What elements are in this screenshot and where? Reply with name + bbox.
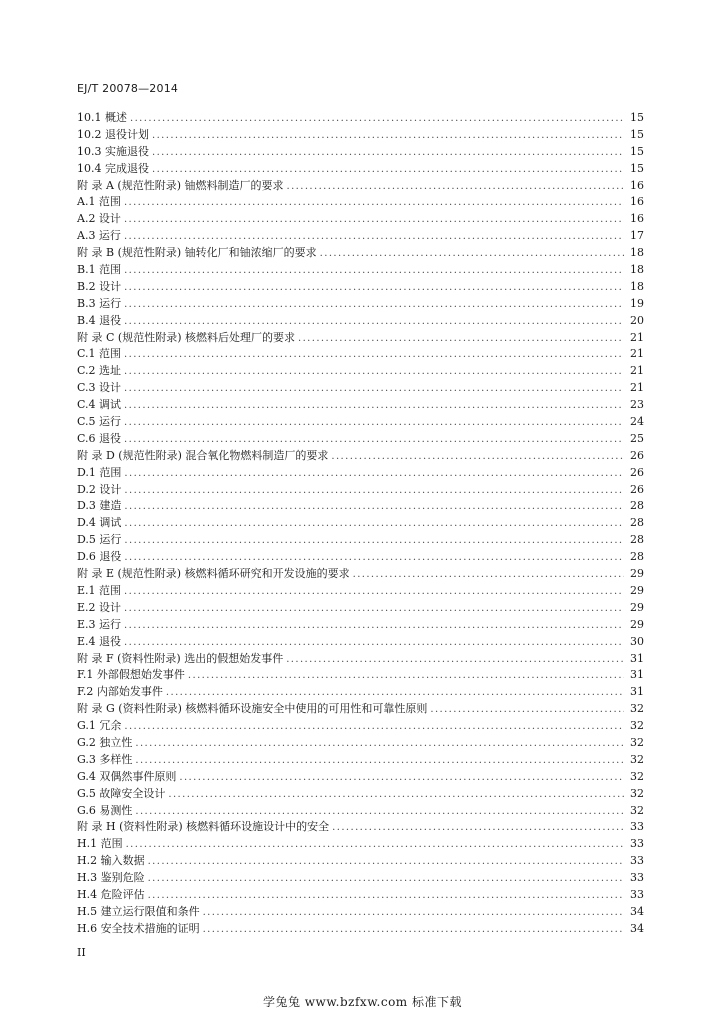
toc-leader-dots [124, 364, 624, 381]
toc-leader-dots [152, 128, 624, 145]
toc-entry[interactable] [77, 144, 644, 161]
toc-entry[interactable] [77, 178, 644, 195]
toc-entry[interactable] [77, 211, 644, 228]
toc-leader-dots [124, 584, 624, 601]
toc-leader-dots [124, 229, 624, 246]
toc-leader-dots [124, 280, 624, 297]
toc-entry-label: G.4 双偶然事件原则 [77, 769, 177, 783]
toc-leader-dots [168, 787, 624, 804]
toc-leader-dots [124, 550, 624, 567]
toc-entry[interactable] [77, 161, 644, 178]
toc-leader-dots [152, 145, 624, 162]
toc-entry-label: 附 录 E (规范性附录) 核燃料循环研究和开发设施的要求 [77, 567, 350, 581]
toc-entry-page: 34 [630, 921, 644, 935]
toc-entry-label: C.1 范围 [77, 347, 122, 361]
toc-entry-page: 24 [630, 415, 644, 429]
toc-entry-page: 19 [630, 296, 644, 310]
toc-entry[interactable] [77, 465, 644, 482]
toc-leader-dots [124, 212, 624, 229]
toc-entry-label: 10.2 退役计划 [77, 127, 149, 141]
toc-entry-page: 15 [630, 111, 644, 124]
toc-entry[interactable] [77, 380, 644, 397]
toc-entry-page: 18 [630, 279, 644, 293]
toc-leader-dots [124, 195, 624, 212]
toc-entry-label: 附 录 F (资料性附录) 选出的假想始发事件 [77, 651, 284, 665]
toc-leader-dots [124, 516, 624, 533]
toc-entry-label: C.3 设计 [77, 381, 122, 395]
toc-leader-dots [203, 905, 624, 922]
toc-entry[interactable] [77, 279, 644, 296]
toc-entry[interactable] [77, 617, 644, 634]
toc-entry-label: 附 录 G (资料性附录) 核燃料循环设施安全中使用的可用性和可靠性原则 [77, 702, 428, 716]
toc-entry-page: 31 [630, 651, 644, 665]
toc-entry-page: 17 [630, 229, 644, 243]
toc-entry-label: E.1 范围 [77, 583, 122, 597]
toc-leader-dots [124, 381, 624, 398]
toc-leader-dots [320, 246, 624, 263]
toc-entry-page: 26 [630, 448, 644, 462]
toc-entry[interactable] [77, 532, 644, 549]
toc-entry-label: E.2 设计 [77, 600, 122, 614]
toc-entry-page: 32 [630, 752, 644, 766]
toc-entry[interactable] [77, 803, 644, 820]
toc-entry-page: 21 [630, 330, 644, 344]
toc-entry[interactable] [77, 549, 644, 566]
toc-entry[interactable] [77, 786, 644, 803]
toc-entry[interactable] [77, 566, 644, 583]
toc-leader-dots [124, 263, 624, 280]
toc-leader-dots [124, 432, 624, 449]
table-of-contents [77, 110, 644, 938]
page-number: II [77, 946, 86, 959]
toc-entry[interactable] [77, 515, 644, 532]
toc-entry-label: H.6 安全技术措施的证明 [77, 921, 200, 935]
toc-entry[interactable] [77, 836, 644, 853]
toc-leader-dots [124, 415, 624, 432]
toc-entry-page: 16 [630, 195, 644, 209]
toc-leader-dots [430, 702, 624, 719]
toc-leader-dots [135, 736, 624, 753]
toc-entry-page: 15 [630, 161, 644, 175]
toc-leader-dots [124, 483, 624, 500]
toc-entry[interactable] [77, 346, 644, 363]
toc-entry-label: D.1 范围 [77, 465, 122, 479]
toc-entry-page: 33 [630, 871, 644, 885]
toc-entry-label: A.1 范围 [77, 195, 121, 209]
toc-leader-dots [148, 854, 624, 871]
toc-leader-dots [298, 331, 624, 348]
toc-leader-dots [124, 719, 624, 736]
toc-entry[interactable] [77, 600, 644, 617]
toc-entry[interactable] [77, 127, 644, 144]
toc-entry[interactable] [77, 330, 644, 347]
toc-leader-dots [135, 804, 624, 821]
toc-entry[interactable] [77, 701, 644, 718]
toc-entry[interactable] [77, 296, 644, 313]
toc-entry[interactable] [77, 651, 644, 668]
toc-leader-dots [179, 770, 624, 787]
toc-entry-page: 26 [630, 482, 644, 496]
toc-entry[interactable] [77, 245, 644, 262]
toc-entry-page: 33 [630, 820, 644, 834]
toc-entry-label: E.4 退役 [77, 634, 122, 648]
toc-entry[interactable] [77, 414, 644, 431]
toc-leader-dots [124, 618, 624, 635]
toc-entry-label: H.4 危险评估 [77, 887, 145, 901]
toc-entry-label: H.3 鉴别危险 [77, 871, 145, 885]
toc-leader-dots [287, 179, 624, 196]
toc-leader-dots [148, 871, 624, 888]
toc-entry-page: 20 [630, 313, 644, 327]
toc-entry-page: 18 [630, 263, 644, 277]
toc-entry-label: 附 录 B (规范性附录) 铀转化厂和铀浓缩厂的要求 [77, 246, 317, 260]
toc-entry-page: 28 [630, 499, 644, 513]
toc-entry-label: G.3 多样性 [77, 752, 133, 766]
toc-entry[interactable] [77, 870, 644, 887]
toc-entry-page: 32 [630, 702, 644, 716]
toc-entry[interactable] [77, 752, 644, 769]
toc-entry[interactable] [77, 735, 644, 752]
toc-entry[interactable] [77, 853, 644, 870]
toc-leader-dots [126, 837, 624, 854]
toc-entry[interactable] [77, 667, 644, 684]
toc-entry-page: 21 [630, 364, 644, 378]
toc-leader-dots [124, 533, 624, 550]
toc-entry-page: 28 [630, 550, 644, 564]
toc-entry-page: 28 [630, 533, 644, 547]
toc-entry-page: 32 [630, 803, 644, 817]
footer-watermark: 学兔兔 www.bzfxw.com 标准下载 [262, 995, 463, 1009]
toc-entry-label: C.6 退役 [77, 431, 122, 445]
toc-entry[interactable] [77, 921, 644, 938]
toc-entry-page: 31 [630, 685, 644, 699]
toc-entry-label: B.2 设计 [77, 279, 122, 293]
toc-entry-page: 21 [630, 381, 644, 395]
toc-entry-label: 10.4 完成退役 [77, 161, 149, 175]
toc-leader-dots [148, 888, 624, 905]
toc-entry-page: 16 [630, 212, 644, 226]
toc-entry-label: 附 录 H (资料性附录) 核燃料循环设施设计中的安全 [77, 820, 330, 834]
toc-entry-label: C.5 运行 [77, 415, 122, 429]
toc-entry[interactable] [77, 431, 644, 448]
toc-entry[interactable] [77, 194, 644, 211]
toc-entry-page: 32 [630, 719, 644, 733]
toc-entry-page: 34 [630, 904, 644, 918]
toc-entry-page: 33 [630, 837, 644, 851]
toc-entry-label: H.2 输入数据 [77, 854, 145, 868]
toc-leader-dots [203, 922, 624, 939]
toc-entry[interactable] [77, 769, 644, 786]
toc-leader-dots [124, 398, 624, 415]
toc-entry[interactable] [77, 718, 644, 735]
toc-entry[interactable] [77, 904, 644, 921]
toc-leader-dots [332, 820, 624, 837]
toc-entry[interactable] [77, 482, 644, 499]
toc-entry[interactable] [77, 583, 644, 600]
toc-entry-label: G.2 独立性 [77, 735, 133, 749]
toc-entry-label: 附 录 A (规范性附录) 铀燃料制造厂的要求 [77, 178, 284, 192]
toc-entry[interactable] [77, 363, 644, 380]
toc-leader-dots [124, 314, 624, 331]
toc-leader-dots [353, 567, 624, 584]
toc-entry-label: C.4 调试 [77, 398, 122, 412]
toc-entry[interactable] [77, 110, 644, 127]
toc-entry-page: 25 [630, 431, 644, 445]
toc-entry[interactable] [77, 819, 644, 836]
toc-entry[interactable] [77, 313, 644, 330]
toc-entry-page: 33 [630, 887, 644, 901]
toc-entry-label: B.1 范围 [77, 263, 122, 277]
toc-leader-dots [124, 499, 624, 516]
toc-entry-label: D.6 退役 [77, 550, 122, 564]
toc-entry-label: G.1 冗余 [77, 719, 122, 733]
toc-leader-dots [124, 297, 624, 314]
toc-entry-page: 32 [630, 735, 644, 749]
toc-entry-label: A.2 设计 [77, 212, 121, 226]
toc-entry[interactable] [77, 397, 644, 414]
toc-entry-page: 18 [630, 246, 644, 260]
toc-leader-dots [124, 635, 624, 652]
toc-entry-page: 23 [630, 398, 644, 412]
toc-entry[interactable] [77, 262, 644, 279]
toc-entry-label: G.6 易测性 [77, 803, 133, 817]
toc-entry-page: 29 [630, 583, 644, 597]
document-code: EJ/T 20078—2014 [77, 82, 179, 95]
toc-leader-dots [286, 652, 624, 669]
toc-entry-page: 33 [630, 854, 644, 868]
toc-entry-page: 28 [630, 516, 644, 530]
toc-entry-page: 32 [630, 769, 644, 783]
toc-leader-dots [152, 162, 624, 179]
toc-entry-label: 10.3 实施退役 [77, 144, 149, 158]
toc-entry-label: F.2 内部始发事件 [77, 685, 163, 699]
toc-entry[interactable] [77, 228, 644, 245]
toc-entry[interactable] [77, 887, 644, 904]
toc-entry-label: 附 录 C (规范性附录) 核燃料后处理厂的要求 [77, 330, 295, 344]
toc-entry-page: 31 [630, 668, 644, 682]
toc-leader-dots [124, 601, 624, 618]
toc-entry-label: 10.1 概述 [77, 111, 127, 124]
toc-entry-label: B.4 退役 [77, 313, 122, 327]
toc-entry-page: 29 [630, 567, 644, 581]
toc-entry-label: H.1 范围 [77, 837, 123, 851]
toc-entry-label: F.1 外部假想始发事件 [77, 668, 185, 682]
toc-entry[interactable] [77, 634, 644, 651]
toc-leader-dots [124, 466, 624, 483]
toc-leader-dots [135, 753, 624, 770]
toc-entry-page: 15 [630, 127, 644, 141]
toc-entry-page: 30 [630, 634, 644, 648]
toc-entry[interactable] [77, 448, 644, 465]
toc-entry-label: D.2 设计 [77, 482, 122, 496]
toc-entry-label: 附 录 D (规范性附录) 混合氧化物燃料制造厂的要求 [77, 448, 329, 462]
toc-leader-dots [166, 685, 624, 702]
toc-entry-label: E.3 运行 [77, 617, 122, 631]
toc-entry-label: D.5 运行 [77, 533, 122, 547]
toc-entry-page: 26 [630, 465, 644, 479]
toc-entry-label: B.3 运行 [77, 296, 122, 310]
toc-entry-label: A.3 运行 [77, 229, 121, 243]
toc-entry-label: G.5 故障安全设计 [77, 786, 166, 800]
toc-entry[interactable] [77, 684, 644, 701]
toc-entry-label: D.3 建造 [77, 499, 122, 513]
toc-entry-page: 29 [630, 600, 644, 614]
toc-entry-label: D.4 调试 [77, 516, 122, 530]
toc-entry-label: C.2 选址 [77, 364, 122, 378]
toc-entry-label: H.5 建立运行限值和条件 [77, 904, 200, 918]
toc-leader-dots [130, 111, 624, 128]
toc-entry-page: 16 [630, 178, 644, 192]
toc-entry-page: 21 [630, 347, 644, 361]
toc-entry-page: 32 [630, 786, 644, 800]
toc-entry[interactable] [77, 498, 644, 515]
toc-leader-dots [124, 347, 624, 364]
toc-leader-dots [188, 668, 624, 685]
toc-entry-page: 15 [630, 144, 644, 158]
toc-entry-page: 29 [630, 617, 644, 631]
toc-leader-dots [331, 449, 624, 466]
